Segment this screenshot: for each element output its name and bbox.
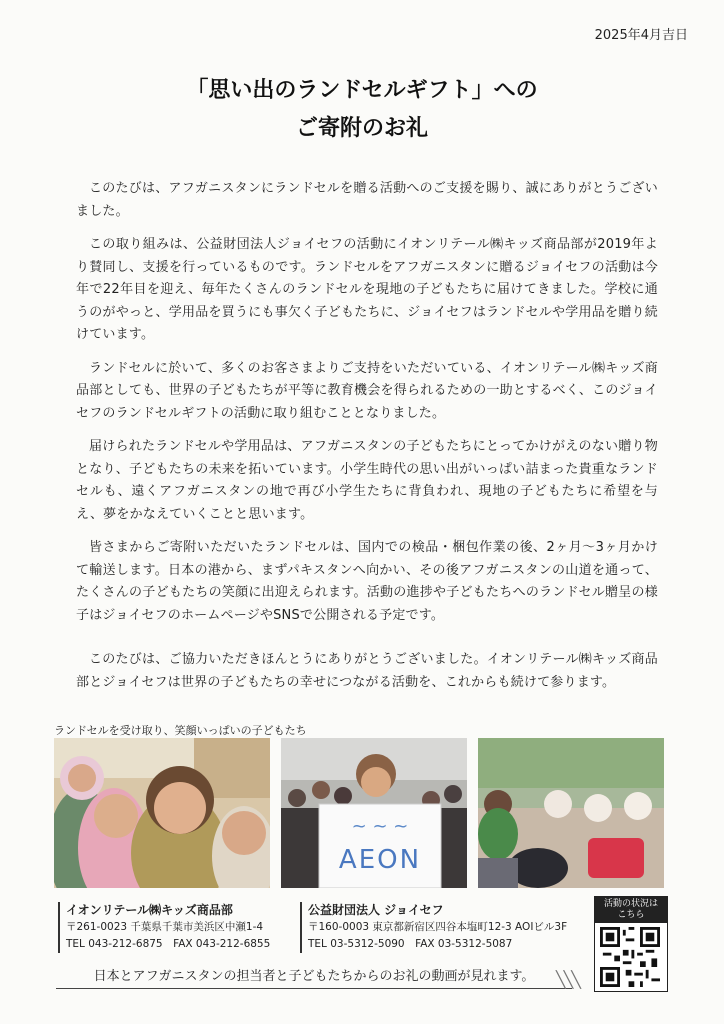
photo-caption: ランドセルを受け取り、笑顔いっぱいの子どもたち [54, 724, 307, 737]
qr-code-icon[interactable] [600, 927, 660, 987]
org-joicfp-name: 公益財団法人 ジョイセフ [308, 903, 444, 917]
footer-stripes-decoration: ╲╲╲ [556, 970, 579, 989]
title-line-1: 「思い出のランドセルギフト」への [186, 78, 538, 103]
org-aeon-name: イオンリテール㈱キッズ商品部 [66, 903, 233, 917]
org-joicfp-phone-fax: TEL 03-5312-5090 FAX 03-5312-5087 [308, 938, 513, 950]
letter-body [76, 178, 658, 705]
body-paragraph-5: 皆さまからご寄附いただいたランドセルは、国内での検品・梱包作業の後、2ヶ月～3ヶ月かけて輸送します。日本の港から、まずパキスタンへ向かい、その後アフガニスタンの山道を通って、たくさんの子どもたちの笑顔に出迎えられます。活動の進捗や子どもたちへのランドセル贈呈の様子はジョイセフのホームページやSNSで公開される予定です。 [76, 540, 658, 623]
photo-girl-with-sign [281, 738, 467, 888]
body-paragraph-3: ランドセルに於いて、多くのお客さまよりご支持をいただいている、イオンリテール㈱キッズ商品部としても、世界の子どもたちが平等に教育機会を得られるための一助とするべく、このジョイセフのランドセルギフトの活動に取り組むこととなりました。 [76, 360, 658, 421]
body-paragraph-2: この取り組みは、公益財団法人ジョイセフの活動にイオンリテール㈱キッズ商品部が2019年より賛同し、支援を行っているものです。ランドセルをアフガニスタンに贈るジョイセフの活動は今年で22年目を迎え、毎年たくさんのランドセルを現地の子どもたちに届けてきました。学校に通うのがやっと、学用品を買うにも事欠く子どもたちに、ジョイセフはランドセルや学用品を贈り続けています。 [76, 237, 658, 342]
letter-date: 2025年4月吉日 [594, 28, 688, 43]
body-paragraph-6: このたびは、ご協力いただきほんとうにありがとうございました。イオンリテール㈱キッズ商品部とジョイセフは世界の子どもたちの幸せにつながる活動を、これからも続けて参ります。 [76, 652, 658, 690]
footer-video-note: 日本とアフガニスタンの担当者と子どもたちからのお礼の動画が見れます。 [56, 966, 572, 989]
sign-text: AEON [338, 845, 422, 875]
org-aeon-phone-fax: TEL 043-212-6875 FAX 043-212-6855 [66, 938, 271, 950]
photo-children-smiling [54, 738, 270, 888]
body-paragraph-4: 届けられたランドセルや学用品は、アフガニスタンの子どもたちにとってかけがえのない贈り物となり、子どもたちの未来を拓いています。小学生時代の思い出がいっぱい詰まった貴重なランドセルも、遠くアフガニスタンの地で再び小学生たちに背負われ、現地の子どもたちに希望を与え、夢をかなえていくことと思います。 [76, 439, 658, 522]
qr-label [595, 897, 667, 923]
svg-text:~ ~ ~: ~ ~ ~ [351, 816, 409, 837]
qr-label-line-2: こちら [617, 910, 645, 920]
letter-title [0, 72, 724, 148]
org-aeon-address: 〒261-0023 千葉県千葉市美浜区中瀬1-4 [66, 921, 264, 933]
qr-code-box[interactable] [594, 896, 668, 992]
org-joicfp-contact [300, 902, 588, 953]
title-line-2: ご寄附のお礼 [295, 116, 428, 141]
photo-children-with-backpacks [478, 738, 664, 888]
body-paragraph-1: このたびは、アフガニスタンにランドセルを贈る活動へのご支援を賜り、誠にありがとうございました。 [76, 181, 658, 219]
org-aeon-contact [58, 902, 296, 953]
qr-label-line-1: 活動の状況は [603, 899, 658, 909]
org-joicfp-address: 〒160-0003 東京都新宿区四谷本塩町12-3 AOIビル3F [308, 921, 568, 933]
